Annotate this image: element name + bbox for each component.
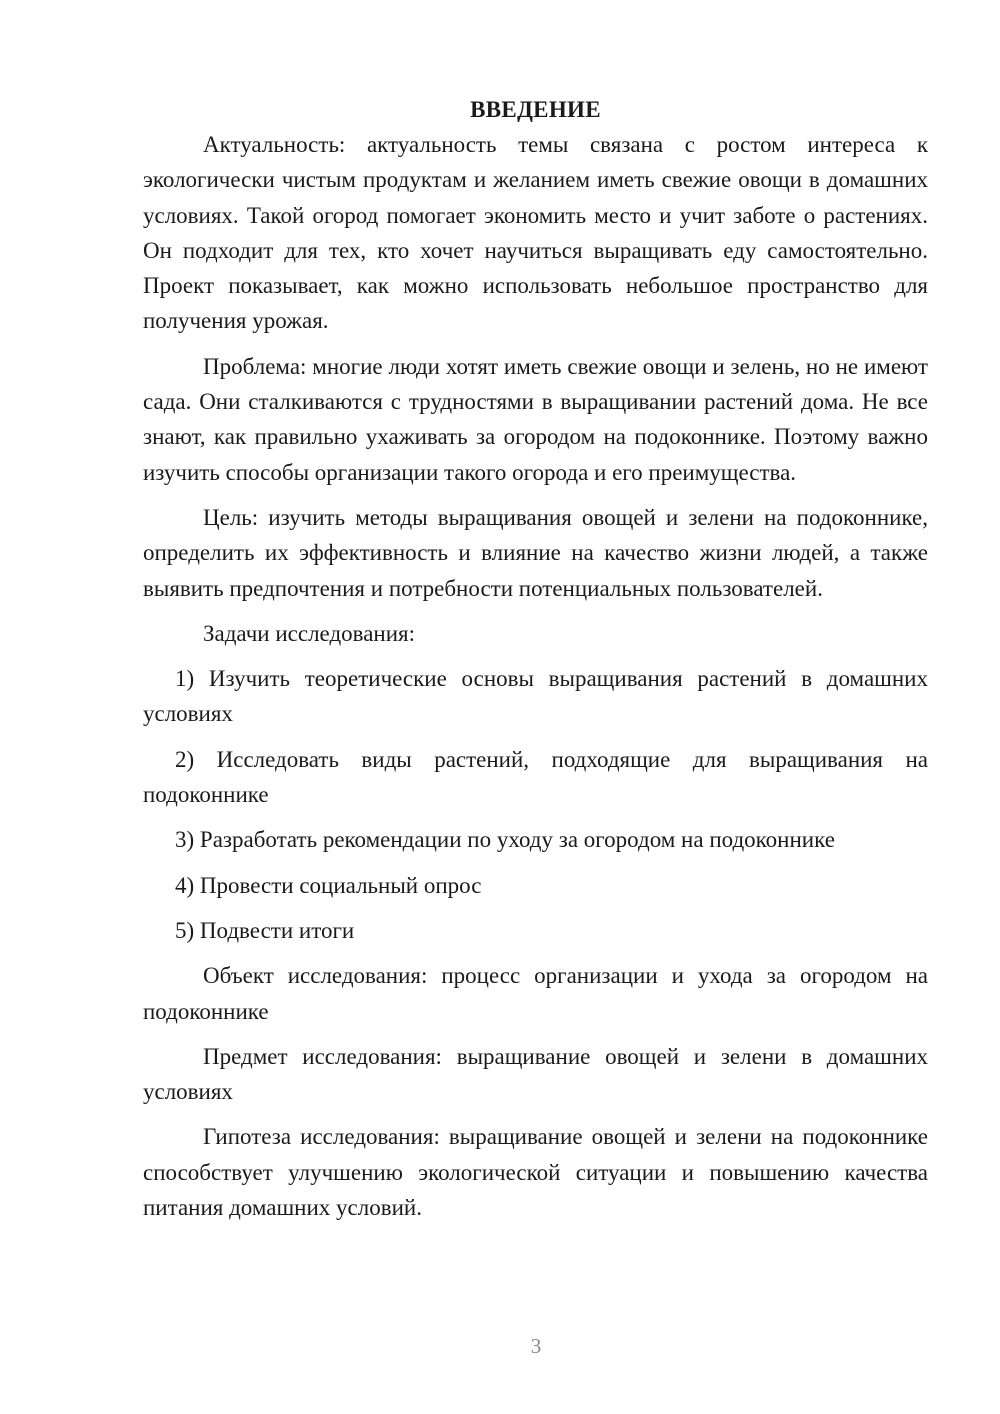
problem-paragraph: Проблема: многие люди хотят иметь свежие овощи и зелень, но не имеют сада. Они сталкиваются с трудностями в выращивании растений дома. Не все знают, как правильно ухаживать за огородом на подоконнике. Поэтому важно изучить способы организации такого огорода и его преимущества. [143, 353, 928, 485]
task-item-1: 1) Изучить теоретические основы выращивания растений в домашних условиях [143, 666, 928, 727]
document-page [143, 92, 928, 1235]
tasks-heading: Задачи исследования: [203, 620, 416, 646]
document-title: ВВЕДЕНИЕ [470, 97, 601, 122]
task-item-2: 2) Исследовать виды растений, подходящие для выращивания на подоконнике [143, 746, 928, 808]
task-item-5: 5) Подвести итоги [175, 917, 355, 943]
subject-paragraph: Предмет исследования: выращивание овощей и зелени в домашних условиях [143, 1043, 928, 1105]
task-item-4: 4) Провести социальный опрос [175, 872, 482, 898]
hypothesis-paragraph: Гипотеза исследования: выращивание овощей и зелени на подоконнике способствует улучшению экологической ситуации и повышению качества питания домашних условий. [143, 1124, 928, 1221]
page-number: 3 [530, 1334, 542, 1358]
goal-paragraph: Цель: изучить методы выращивания овощей и зелени на подоконнике, определить их эффективность и влияние на качество жизни людей, а также выявить предпочтения и потребности потенциальных пользователей. [143, 504, 928, 601]
relevance-paragraph: Актуальность: актуальность темы связана с ростом интереса к экологически чистым продуктам и желанием иметь свежие овощи в домашних условиях. Такой огород помогает экономить место и учит заботе о растениях. Он подходит для тех, кто хочет научиться выращивать еду самостоятельно. Проект показывает, как можно использовать небольшое пространство для получения урожая. [143, 132, 928, 334]
task-item-3: 3) Разработать рекомендации по уходу за огородом на подоконнике [175, 827, 835, 853]
object-paragraph: Объект исследования: процесс организации и ухода за огородом на подоконнике [143, 963, 928, 1024]
